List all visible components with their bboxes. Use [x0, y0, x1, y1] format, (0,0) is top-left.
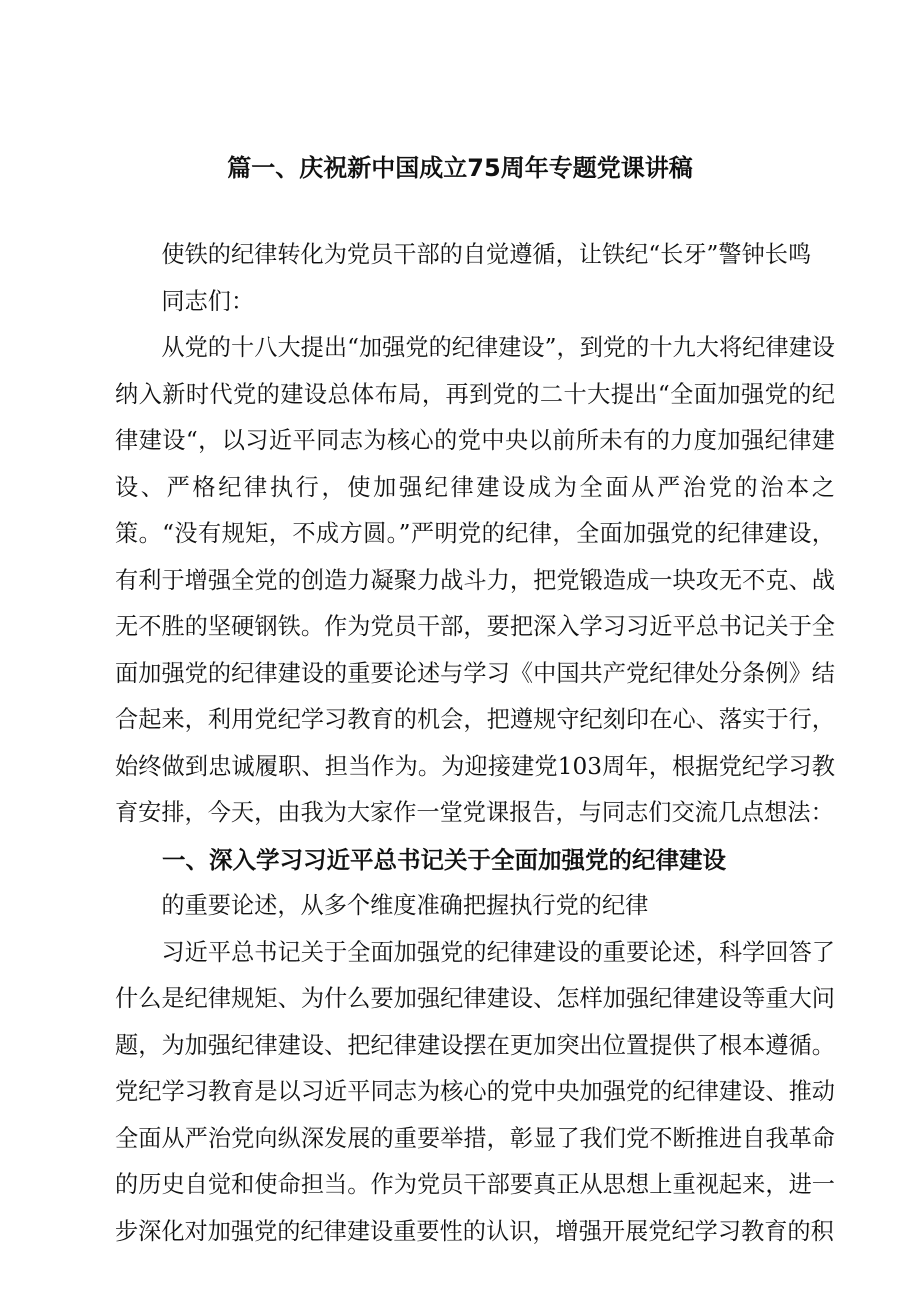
document-subtitle: 使铁的纪律转化为党员干部的自觉遵循，让铁纪“长牙”警钟长鸣 — [161, 241, 812, 268]
salutation: 同志们： — [161, 287, 255, 315]
section-1-heading-continued: 的重要论述，从多个维度准确把握执行党的纪律 — [161, 892, 649, 919]
document-body — [115, 232, 835, 1255]
document-title: 篇一、庆祝新中国成立75周年专题党课讲稿 — [227, 154, 693, 182]
paragraph-1: 从党的十八大提出“加强党的纪律建设”，到党的十九大将纪律建设纳入新时代党的建设总体布局，再到党的二十大提出“全面加强党的纪律建设“，以习近平同志为核心的党中央以前所未有的力度加强纪律建设、严格纪律执行，使加强纪律建设成为全面从严治党的治本之策。“没有规矩，不成方圆。”严明党的纪律，全面加强党的纪律建设，有利于增强全党的创造力凝聚力战斗力，把党锻造成一块攻无不克、战无不胜的坚硬钢铁。作为党员干部，要把深入学习习近平总书记关于全面加强党的纪律建设的重要论述与学习《中国共产党纪律处分条例》结合起来，利用党纪学习教育的机会，把遵规守纪刻印在心、落实于行，始终做到忠诚履职、担当作为。为迎接建党103周年，根据党纪学习教育安排，今天，由我为大家作一堂党课报告，与同志们交流几点想法： — [115, 334, 835, 826]
paragraph-2: 习近平总书记关于全面加强党的纪律建设的重要论述，科学回答了什么是纪律规矩、为什么要加强纪律建设、怎样加强纪律建设等重大问题，为加强纪律建设、把纪律建设摆在更加突出位置提供了根本遵循。党纪学习教育是以习近平同志为核心的党中央加强党的纪律建设、推动全面从严治党向纵深发展的重要举措，彰显了我们党不断推进自我革命的历史自觉和使命担当。作为党员干部要真正从思想上重视起来，进一步深化对加强党的纪律建设重要性的认识，增强开展党纪学习教育的积 — [115, 938, 835, 1245]
section-1-heading: 一、深入学习习近平总书记关于全面加强党的纪律建设 — [162, 845, 726, 874]
